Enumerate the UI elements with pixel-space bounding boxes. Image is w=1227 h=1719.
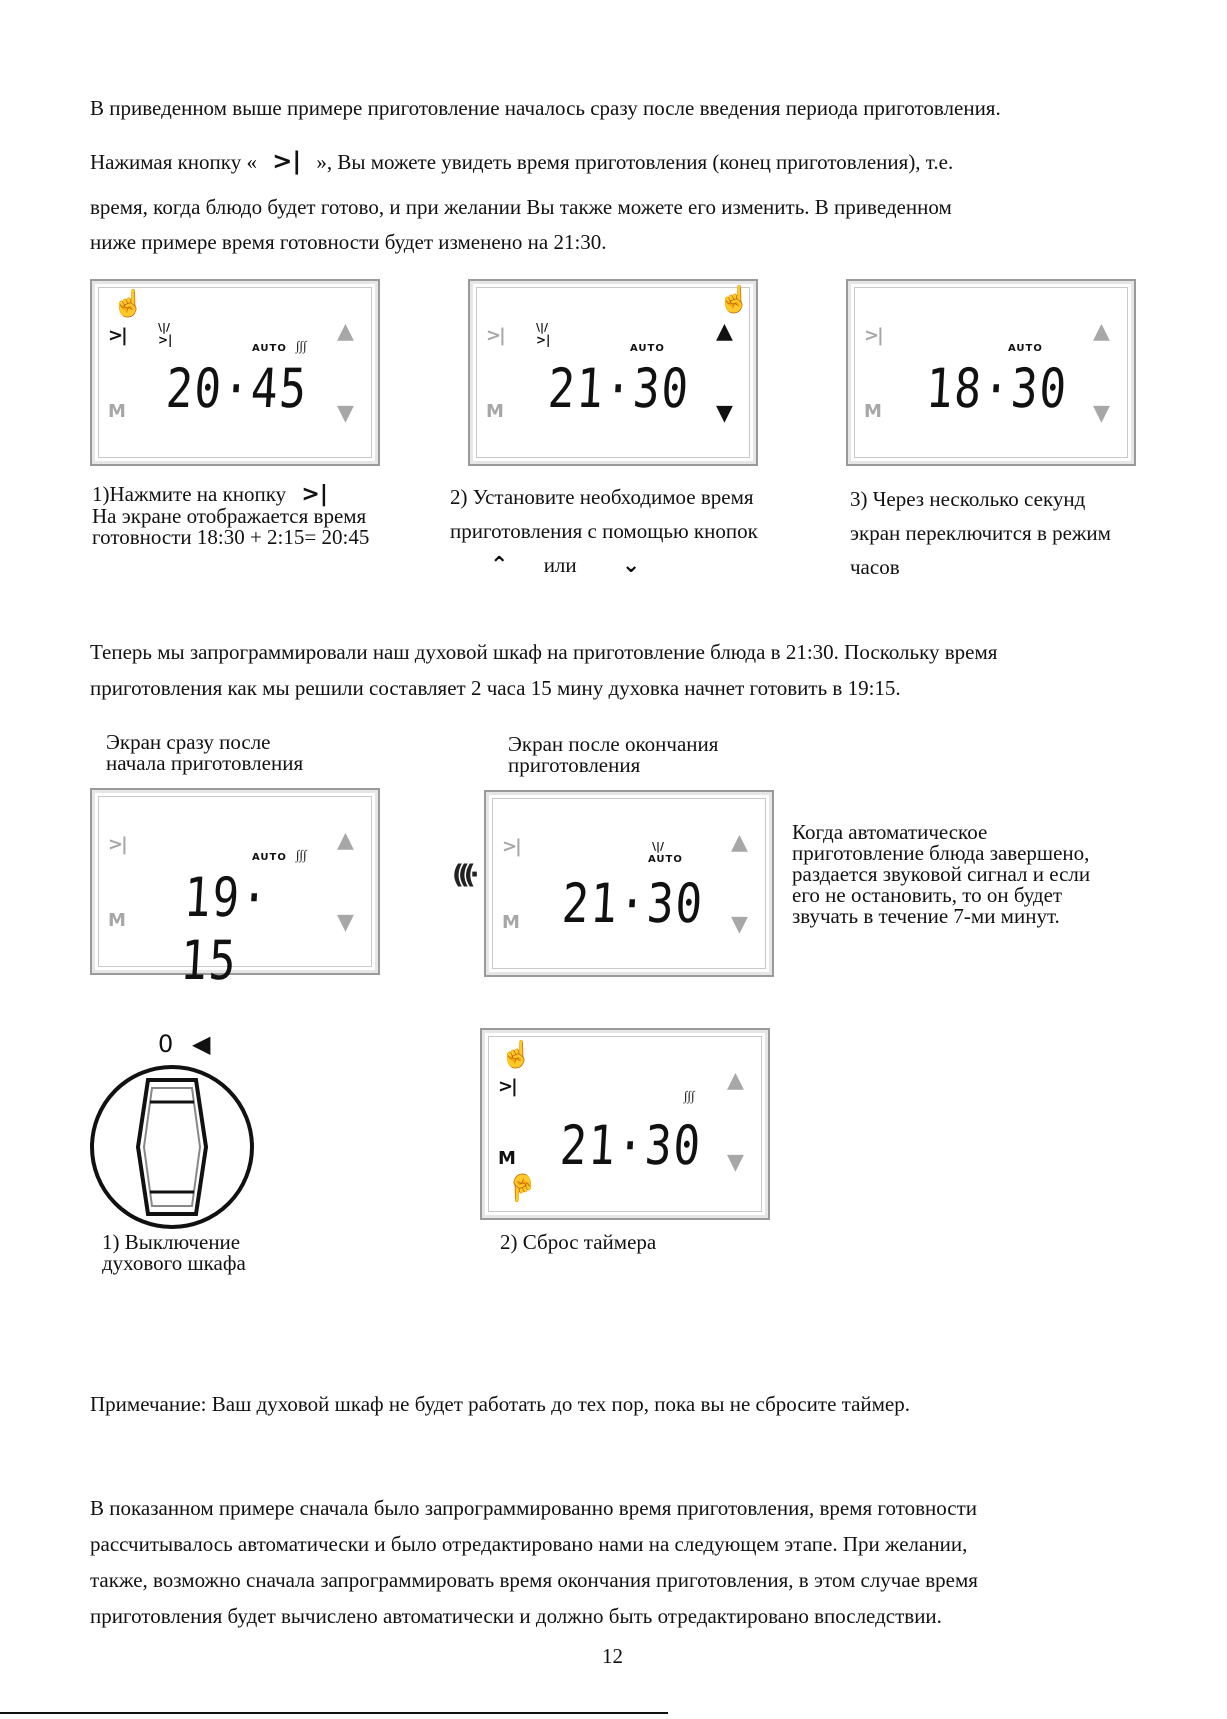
caption-step-2-line-1: 2) Установите необходимое время [450, 485, 754, 509]
lcd-panel-reset [480, 1028, 770, 1220]
beep-note-line-3: раздается звуковой сигнал и если [792, 862, 1091, 886]
lcd-panel-3 [846, 279, 1136, 466]
caption-step-2-or: или [543, 553, 577, 578]
heat-icon: ∫∫∫ [296, 338, 307, 353]
up-arrow-icon: ▲ [716, 319, 733, 344]
pointer-arrow-icon: ◀ [192, 1030, 211, 1058]
time-display: 20·45 [164, 357, 310, 420]
note-text: Примечание: Ваш духовой шкаф не будет работать до тех пор, пока вы не сбросите таймер. [90, 1392, 910, 1416]
oven-knob-icon [88, 1062, 256, 1232]
label-screen-start [106, 732, 303, 774]
auto-label: AUTO [252, 852, 287, 863]
down-arrow-icon: ▼ [1093, 401, 1110, 426]
down-arrow-icon: ▼ [337, 910, 354, 935]
auto-label: AUTO [630, 343, 665, 354]
label-screen-end-line-2: приготовления [508, 753, 641, 777]
end-time-icon: >| [108, 325, 126, 346]
intro-line-3: время, когда блюдо будет готово, и при желании Вы также можете его изменить. В приведенном [90, 195, 952, 219]
heat-icon: ∫∫∫ [684, 1088, 695, 1103]
caption-step-3-line-2: экран переключится в режим [850, 521, 1111, 546]
heat-icon: ∫∫∫ [296, 847, 307, 862]
blink-icon: \|/ [652, 840, 665, 853]
time-display: 19· 15 [178, 866, 271, 992]
down-arrow-icon: ▼ [716, 401, 733, 426]
down-arrow-icon: ⌄ [621, 553, 641, 579]
beep-note-line-2: приготовление блюда завершено, [792, 841, 1090, 865]
caption-step-3 [850, 482, 1111, 584]
m-button-label: M [864, 401, 882, 422]
lcd-panel-end [484, 790, 774, 977]
up-arrow-icon: ▲ [727, 1068, 744, 1093]
intro-line-2-post: », Вы можете увидеть время приготовления (конец приготовления), т.е. [316, 150, 954, 174]
press-finger-icon: ☝ [506, 1173, 539, 1202]
end-time-icon: >| [108, 834, 126, 855]
end-time-small-icon: >| [158, 333, 173, 347]
label-screen-end-line-1: Экран после окончания [508, 732, 719, 756]
finger-icon: ☝ [112, 289, 145, 318]
intro-line-4: ниже примере время готовности будет изменено на 21:30. [90, 230, 607, 254]
label-screen-start-line-2: начала приготовления [106, 751, 304, 775]
caption-step-2 [450, 480, 758, 584]
end-time-icon: >| [502, 836, 520, 857]
up-arrow-icon: ▲ [337, 828, 354, 853]
caption-reset-timer: 2) Сброс таймера [500, 1230, 657, 1254]
sound-waves-icon: (((· [452, 860, 474, 890]
label-screen-start-line-1: Экран сразу после [106, 730, 271, 754]
up-arrow-icon: ▲ [1093, 319, 1110, 344]
down-arrow-icon: ▼ [337, 401, 354, 426]
auto-label: AUTO [1008, 343, 1043, 354]
end-time-icon: >| [272, 147, 302, 175]
caption-step-1-line-1: 1)Нажмите на кнопку [92, 482, 287, 506]
caption-step-1 [92, 484, 369, 548]
caption-oven-off-line-1: 1) Выключение [102, 1230, 241, 1254]
end-time-small-icon: >| [536, 333, 551, 347]
blink-icon: \|/ [536, 321, 549, 334]
end-time-icon: >| [301, 482, 328, 507]
beep-note-line-1: Когда автоматическое [792, 820, 988, 844]
down-arrow-icon: ▼ [727, 1150, 744, 1175]
m-button-label: M [108, 401, 126, 422]
end-time-icon: >| [864, 325, 882, 346]
up-arrow-icon: ⌃ [490, 553, 509, 579]
end-time-icon: >| [486, 325, 504, 346]
intro-line-2 [90, 147, 953, 175]
middle-line-1: Теперь мы запрограммировали наш духовой шкаф на приготовление блюда в 21:30. Поскольку время [90, 640, 998, 664]
up-arrow-icon: ▲ [337, 319, 354, 344]
auto-label: AUTO [648, 854, 683, 865]
finger-icon: ☝ [500, 1040, 533, 1069]
final-line-1: В показанном примере сначала было запрограммированно время приготовления, время готовности [90, 1496, 978, 1520]
up-arrow-icon: ▲ [731, 830, 748, 855]
time-display: 21·30 [546, 357, 692, 420]
bottom-rule [0, 1712, 668, 1714]
beep-note-line-5: звучать в течение 7-ми минут. [792, 904, 1060, 928]
final-line-4: приготовления будет вычислено автоматически и должно быть отредактировано впоследствии. [90, 1604, 942, 1628]
finger-icon: ☝ [718, 285, 751, 314]
label-screen-end [508, 734, 718, 776]
time-display: 21·30 [558, 1114, 704, 1177]
page-number: 12 [602, 1644, 623, 1668]
time-display: 18·30 [924, 357, 1070, 420]
caption-oven-off-line-2: духового шкафа [102, 1251, 246, 1275]
caption-step-1-line-2: На экране отображается время [92, 504, 367, 528]
blink-icon: \|/ [158, 321, 171, 334]
m-button-label: M [108, 910, 126, 931]
time-display: 21·30 [560, 872, 706, 935]
beep-note [792, 822, 1090, 927]
down-arrow-icon: ▼ [731, 912, 748, 937]
lcd-panel-start [90, 788, 380, 992]
caption-oven-off [102, 1232, 246, 1274]
beep-note-line-4: его не остановить, то он будет [792, 883, 1063, 907]
intro-line-2-pre: Нажимая кнопку « [90, 150, 257, 174]
m-button-label: M [486, 401, 504, 422]
lcd-panel-1 [90, 279, 380, 466]
knob-zero-mark: 0 [158, 1030, 174, 1058]
auto-label: AUTO [252, 343, 287, 354]
m-button-label: M [502, 912, 520, 933]
caption-step-3-line-3: часов [850, 555, 900, 580]
end-time-icon: >| [498, 1076, 516, 1097]
lcd-panel-2 [468, 279, 758, 466]
caption-step-2-line-2: приготовления с помощью кнопок [450, 519, 758, 544]
final-line-2: рассчитывалось автоматически и было отредактировано нами на следующем этапе. При желании, [90, 1532, 968, 1556]
caption-step-1-line-3: готовности 18:30 + 2:15= 20:45 [92, 525, 370, 549]
m-button-label: M [498, 1148, 516, 1169]
middle-line-2: приготовления как мы решили составляет 2 часа 15 мину духовка начнет готовить в 19:15. [90, 676, 901, 700]
caption-step-3-line-1: 3) Через несколько секунд [850, 487, 1086, 511]
intro-line-1: В приведенном выше примере приготовление началось сразу после введения периода приготовления. [90, 96, 1001, 120]
final-line-3: также, возможно сначала запрограммировать время окончания приготовления, в этом случае время [90, 1568, 978, 1592]
